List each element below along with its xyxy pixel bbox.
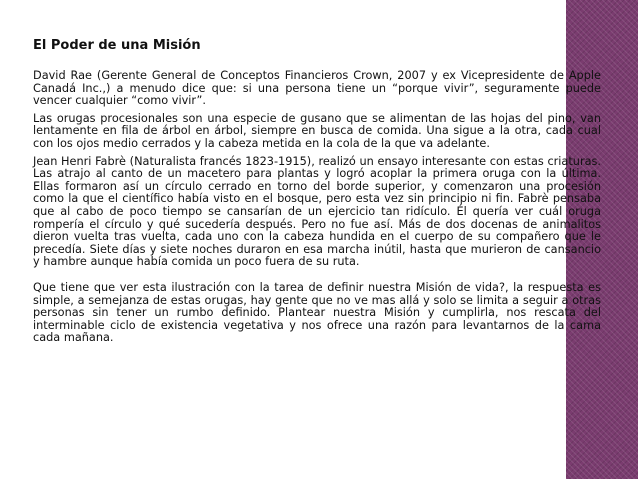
paragraph-david-rae: David Rae (Gerente General de Conceptos Financieros Crown, 2007 y ex Vicepresidente de Apple Canadá Inc.,) a menudo dice que: si una persona tiene un “porque vivir”, seguramente puede vencer cualquier “como vivir”. <box>33 69 601 108</box>
paragraph-fabre: Jean Henri Fabrè (Naturalista francés 1823-1915), realizó un ensayo interesante con estas criaturas. Las atrajo al canto de un macetero para plantas y logró acoplar la primera oruga con la última. Ellas formaron así un círculo cerrado en torno del borde superior, y comenzaron una procesión como la que el científico había visto en el bosque, pero esta vez sin principio ni fin. Fabrè pensaba que al cabo de poco tiempo se cansarían de un ejercicio tan ridículo. Él quería ver cuál oruga rompería el círculo y qué sucedería después. Pero no fue así. Más de dos docenas de animalitos dieron vuelta tras vuelta, cada uno con la cabeza hundida en el cuerpo de su compañero que le precedía. Siete días y siete noches duraron en esa marcha inútil, hasta que murieron de cansancio y hambre aunque había comida un poco fuera de su ruta. <box>33 154 601 269</box>
paragraph-orugas: Las orugas procesionales son una especie de gusano que se alimentan de las hojas del pino, van lentamente en fila de árbol en árbol, siempre en busca de comida. Una sigue a la otra, cada cual con los ojos medio cerrados y la cabeza metida en la cola de la que va adelante. <box>33 111 601 150</box>
slide-content <box>33 38 601 350</box>
paragraph-mision: Que tiene que ver esta ilustración con la tarea de definir nuestra Misión de vida?, la respuesta es simple, a semejanza de estas orugas, hay gente que no ve mas allá y solo se limita a seguir a otras personas sin tener un rumbo definido. Plantear nuestra Misión y cumplirla, nos rescata del interminable ciclo de existencia vegetativa y nos ofrece una razón para levantarnos de la cama cada mañana. <box>33 280 601 345</box>
slide-title: El Poder de una Misión <box>33 38 201 53</box>
